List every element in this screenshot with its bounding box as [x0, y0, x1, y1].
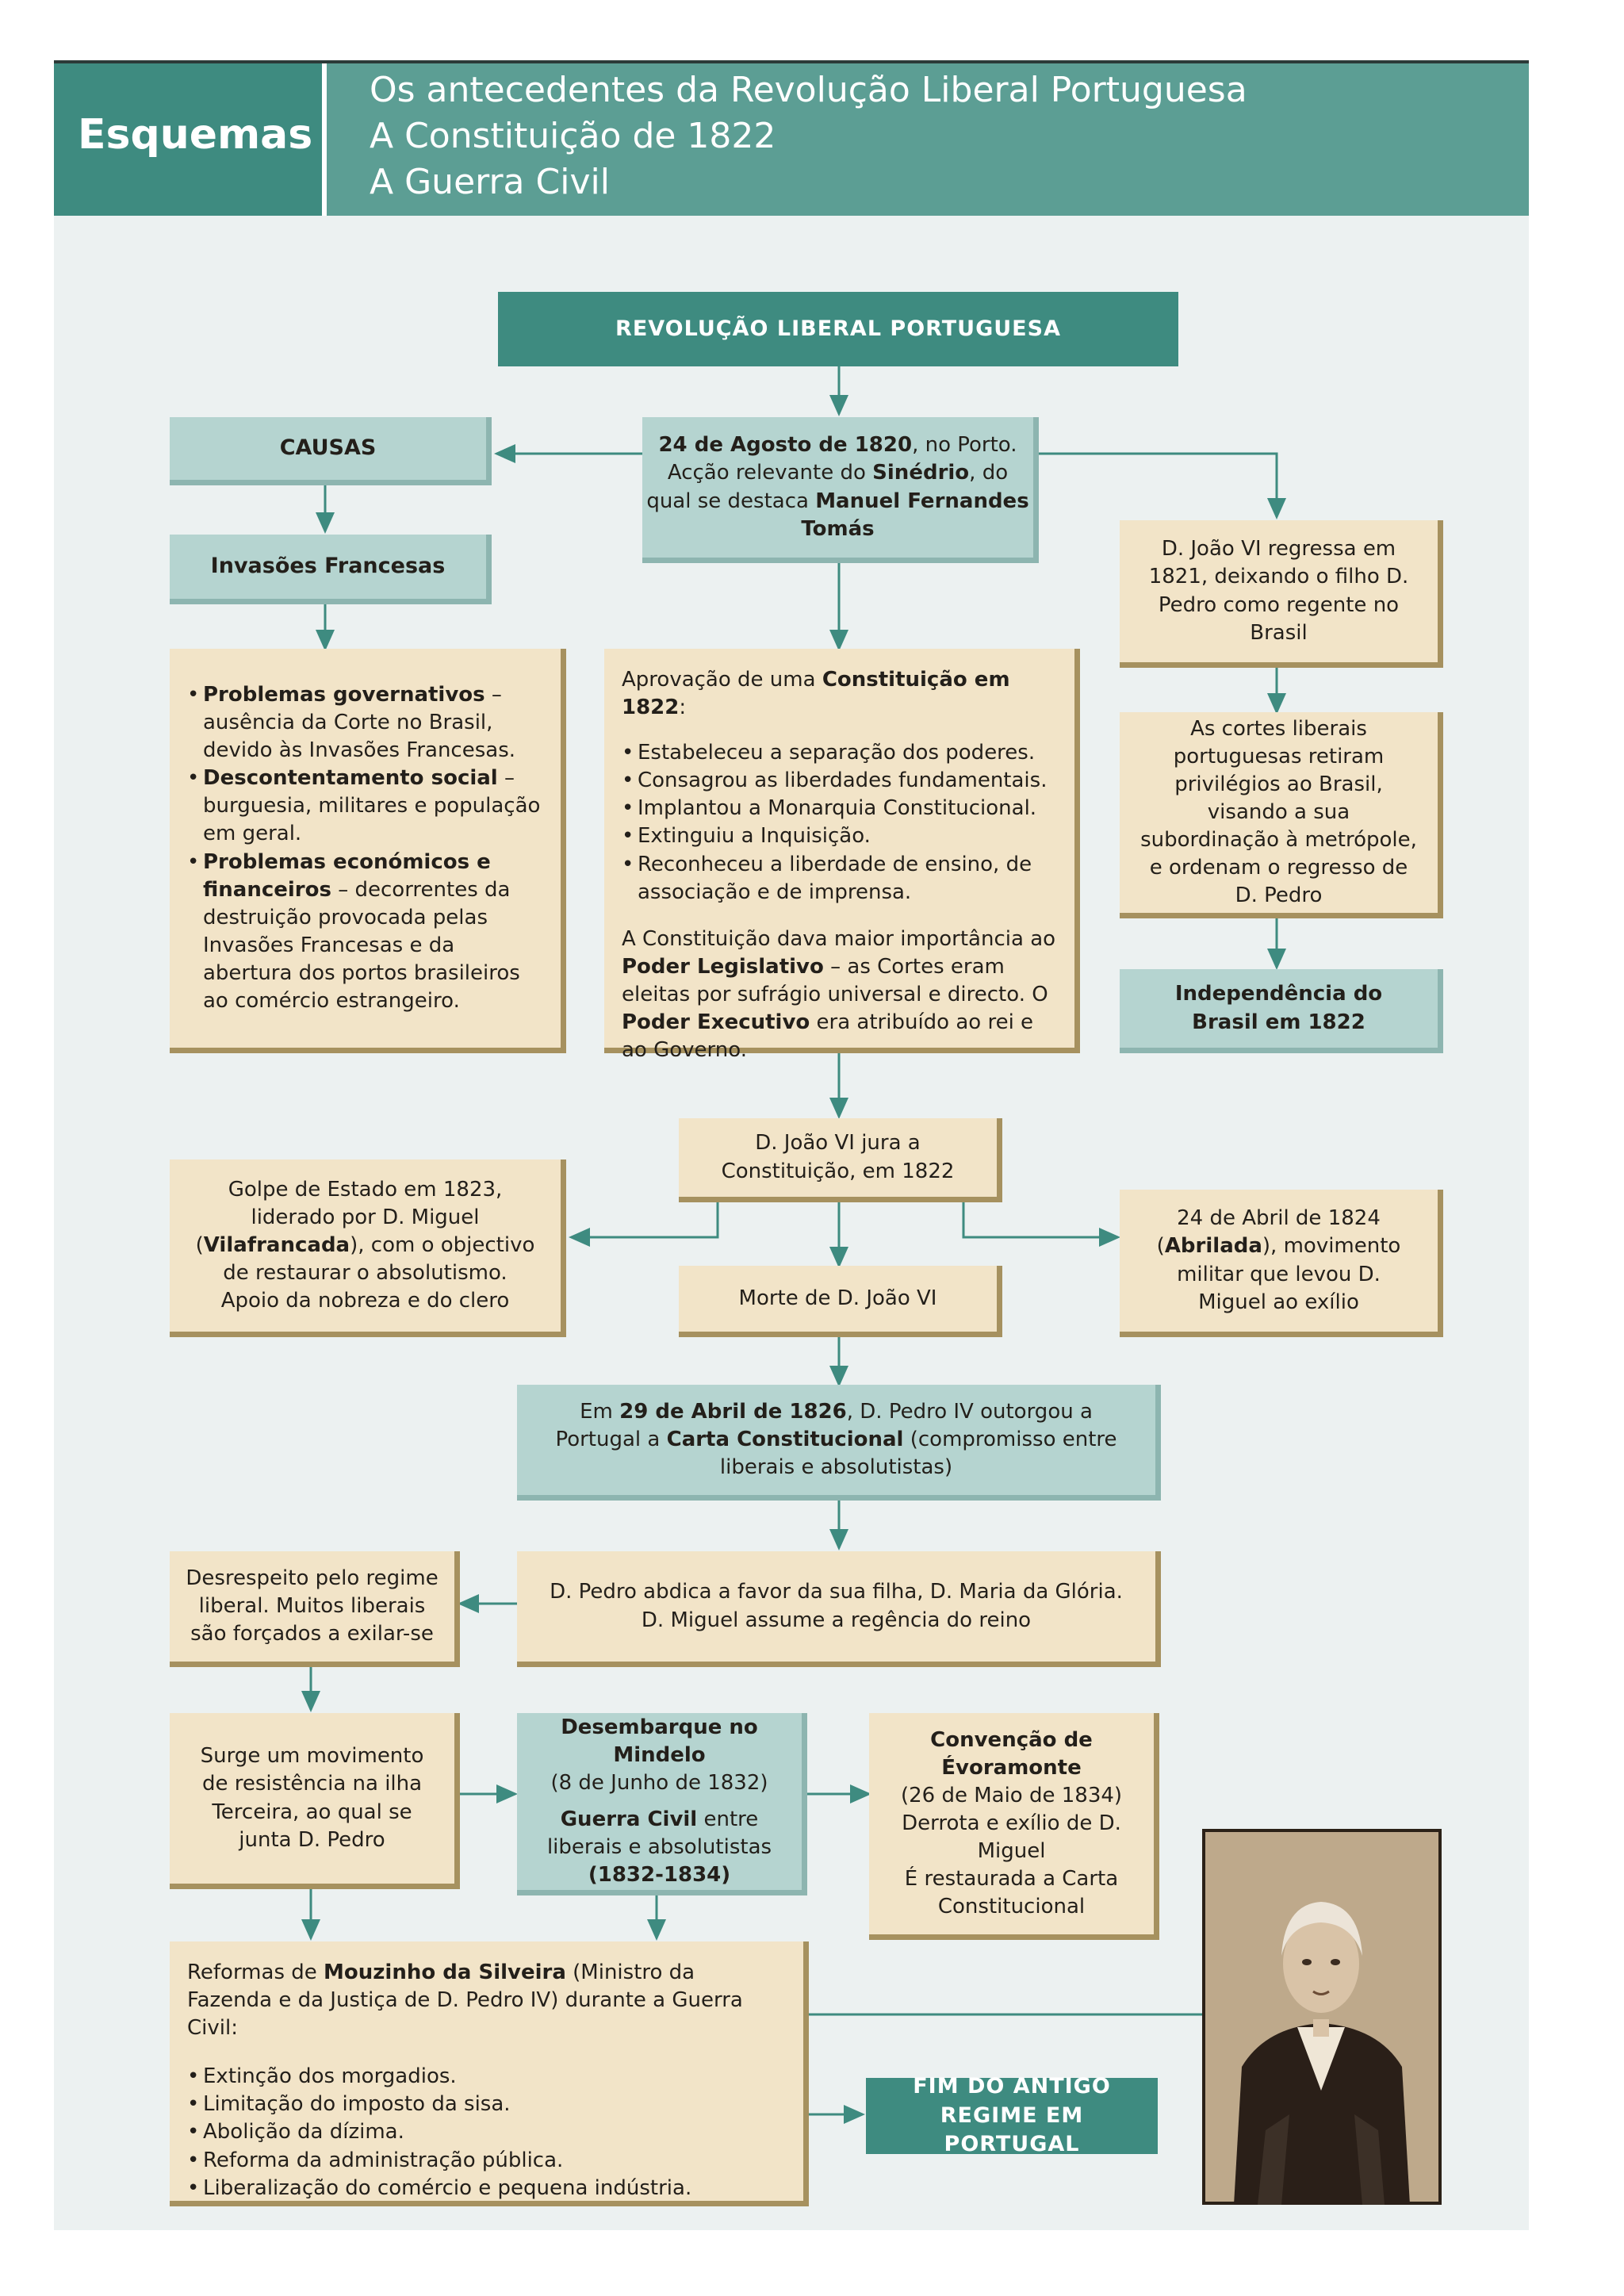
causas-item [187, 681, 543, 765]
causas-item-1-bold: Problemas governativos [203, 682, 485, 707]
node-fim-text: FIM DO ANTIGO REGIME EM PORTUGAL [913, 2074, 1111, 2157]
reformas-text-2: (Ministro da Fazenda e da Justiça de D. Pedro IV) durante a Guerra Civil: [187, 1961, 743, 2041]
carta-text-2: , D. Pedro IV outorgou a Portugal a [555, 1399, 1093, 1451]
constituicao-item: • Extinguiu a Inquisição. [622, 822, 1057, 850]
node-abrilada [1120, 1190, 1443, 1337]
reformas-item: • Abolição da dízima. [187, 2118, 691, 2146]
reformas-bullet-list [187, 2063, 691, 2202]
carta-date: 29 de Abril de 1826 [619, 1399, 847, 1424]
causas-item-2-bold: Descontentamento social [203, 766, 498, 791]
reformas-item: • Liberalização do comércio e pequena indústria. [187, 2175, 691, 2202]
node-causas [170, 417, 492, 485]
node-causas-list [170, 649, 566, 1053]
constituicao-intro-end: : [679, 696, 687, 720]
node-golpe-1823 [170, 1159, 566, 1337]
evoramonte-carta: É restaurada a Carta Constitucional [904, 1867, 1119, 1919]
node-agosto-1820 [642, 417, 1039, 563]
agosto-text-2: , do qual se destaca [646, 461, 1009, 513]
agosto-date: 24 de Agosto de 1820 [658, 433, 913, 458]
constituicao-p-text-2: – as Cortes eram eleitas por sufrágio universal e directo. O [622, 954, 1048, 1006]
causas-item-3-bold: Problemas económicos e financeiros [203, 849, 491, 902]
node-independencia-text: Independência do Brasil em 1822 [1174, 982, 1383, 1034]
node-joao-regressa-text: D. João VI regressa em 1821, deixando o filho D. Pedro como regente no Brasil [1148, 537, 1409, 645]
abrilada-text-2: ), movimento militar que levou D. Miguel ao exílio [1177, 1234, 1401, 1314]
constituicao-intro [622, 666, 1057, 722]
golpe-text-1: Golpe de Estado em 1823, liderado por D. Miguel ( [195, 1177, 503, 1257]
agosto-text-1: , no Porto. Acção relevante do [667, 433, 1017, 485]
reformas-mouzinho: Mouzinho da Silveira [324, 1961, 566, 1984]
node-causas-label: CAUSAS [279, 435, 377, 461]
node-cortes [1120, 712, 1443, 918]
causas-item-3-text: – decorrentes da destruição provocada pelas Invasões Francesas e da abertura dos portos brasileiros ao comércio estrangeiro. [203, 877, 520, 1013]
constituicao-p-bold-1: Poder Legislativo [622, 954, 824, 979]
carta-text-1: Em [580, 1399, 620, 1424]
node-agosto-text [642, 431, 1033, 542]
evoramonte-derrota: Derrota e exílio de D. Miguel [902, 1811, 1121, 1864]
node-morte-text: Morte de D. João VI [738, 1286, 937, 1310]
constituicao-paragraph [622, 926, 1057, 1064]
mindelo-guerra [530, 1806, 789, 1889]
node-golpe-text [193, 1176, 537, 1315]
golpe-vilafrancada: Vilafrancada [203, 1232, 350, 1257]
node-morte [679, 1266, 1002, 1337]
constituicao-item: • Implantou a Monarquia Constitucional. [622, 795, 1057, 822]
constituicao-intro-bold: Constituição em 1822 [622, 668, 1010, 720]
mindelo-bold: Desembarque no Mindelo [561, 1715, 758, 1768]
node-terceira-text: Surge um movimento de resistência na ilha Terceira, ao qual se junta D. Pedro [200, 1744, 424, 1852]
constituicao-bullet-list [622, 739, 1057, 907]
connector-agosto-to-joao-regressa [1039, 454, 1277, 517]
abrilada-bold: Abrilada [1164, 1234, 1262, 1259]
node-abdica-text: D. Pedro abdica a favor da sua filha, D. Maria da Glória. D. Miguel assume a regência do reino [550, 1580, 1123, 1632]
section-label: Esquemas [78, 111, 313, 159]
node-joao-regressa [1120, 520, 1443, 668]
node-carta-1826 [517, 1385, 1161, 1501]
evoramonte-bold: Convenção de Évoramonte [930, 1727, 1093, 1780]
node-root [498, 292, 1178, 366]
header-title-line-3: A Guerra Civil [370, 162, 610, 202]
causas-item [187, 765, 543, 848]
constituicao-item: • Reconheceu a liberdade de ensino, de associação e de imprensa. [622, 851, 1057, 907]
node-independencia [1120, 969, 1443, 1053]
node-joao-jura-text: D. João VI jura a Constituição, em 1822 [721, 1131, 955, 1183]
reformas-item: • Extinção dos morgadios. [187, 2063, 691, 2091]
abrilada-text-1: 24 de Abril de 1824 ( [1156, 1206, 1381, 1259]
node-terceira [170, 1713, 460, 1889]
mindelo-guerra-text: entre liberais e absolutistas [546, 1807, 772, 1859]
mindelo-title [530, 1714, 789, 1769]
mindelo-date: (8 de Junho de 1832) [550, 1771, 768, 1796]
evoramonte-title [883, 1727, 1139, 1782]
portrait-image [1202, 1829, 1442, 2205]
node-desrespeito [170, 1551, 460, 1667]
causas-item [187, 849, 543, 1016]
node-reformas [170, 1941, 809, 2206]
header-title-line-2: A Constituição de 1822 [370, 116, 776, 156]
constituicao-p-text-1: A Constituição dava maior importância ao [622, 926, 1056, 951]
mindelo-guerra-bold: Guerra Civil [560, 1807, 698, 1831]
node-cortes-text: As cortes liberais portuguesas retiram privilégios ao Brasil, visando a sua subordinação à metrópole, e ordenam o regresso de D. Pedro [1140, 716, 1417, 908]
reformas-item: • Limitação do imposto da sisa. [187, 2091, 691, 2118]
node-abdica [517, 1551, 1161, 1667]
evoramonte-date: (26 de Maio de 1834) [900, 1783, 1123, 1807]
causas-bullet-list [187, 681, 543, 1015]
node-fim-antigo-regime [866, 2074, 1158, 2157]
agosto-manuel: Manuel Fernandes Tomás [801, 489, 1029, 541]
causas-item-1-text: – ausência da Corte no Brasil, devido às Invasões Francesas. [203, 682, 515, 763]
causas-item-2-text: – burguesia, militares e população em geral. [203, 766, 541, 846]
node-abrilada-text [1143, 1205, 1414, 1316]
mindelo-years: (1832-1834) [588, 1862, 731, 1887]
node-root-label: REVOLUÇÃO LIBERAL PORTUGUESA [615, 316, 1061, 341]
reformas-item: • Reforma da administração pública. [187, 2147, 691, 2175]
constituicao-intro-text: Aprovação de uma [622, 668, 822, 692]
golpe-text-2: ), com o objectivo de restaurar o absolutismo. Apoio da nobreza e do clero [220, 1232, 535, 1313]
node-carta-text [541, 1398, 1132, 1481]
constituicao-item: • Estabeleceu a separação dos poderes. [622, 739, 1057, 767]
header-title-line-1: Os antecedentes da Revolução Liberal Portuguesa [370, 70, 1247, 110]
agosto-sinedrio: Sinédrio [872, 461, 970, 485]
node-desrespeito-text: Desrespeito pelo regime liberal. Muitos liberais são forçados a exilar-se [186, 1566, 439, 1646]
node-mindelo [517, 1713, 807, 1895]
node-constituicao [604, 649, 1080, 1063]
node-joao-jura [679, 1118, 1002, 1202]
constituicao-p-text-3: era atribuído ao rei e ao Governo. [622, 1010, 1034, 1063]
node-invasoes-label: Invasões Francesas [210, 554, 446, 579]
constituicao-p-bold-2: Poder Executivo [622, 1010, 810, 1035]
constituicao-item: • Consagrou as liberdades fundamentais. [622, 767, 1057, 795]
reformas-intro [187, 1959, 758, 2042]
carta-constitucional: Carta Constitucional [666, 1427, 904, 1451]
node-evoramonte [869, 1713, 1159, 1940]
node-invasoes [170, 535, 492, 604]
reformas-text-1: Reformas de [187, 1961, 324, 1984]
carta-text-3: (compromisso entre liberais e absolutistas) [719, 1427, 1117, 1480]
